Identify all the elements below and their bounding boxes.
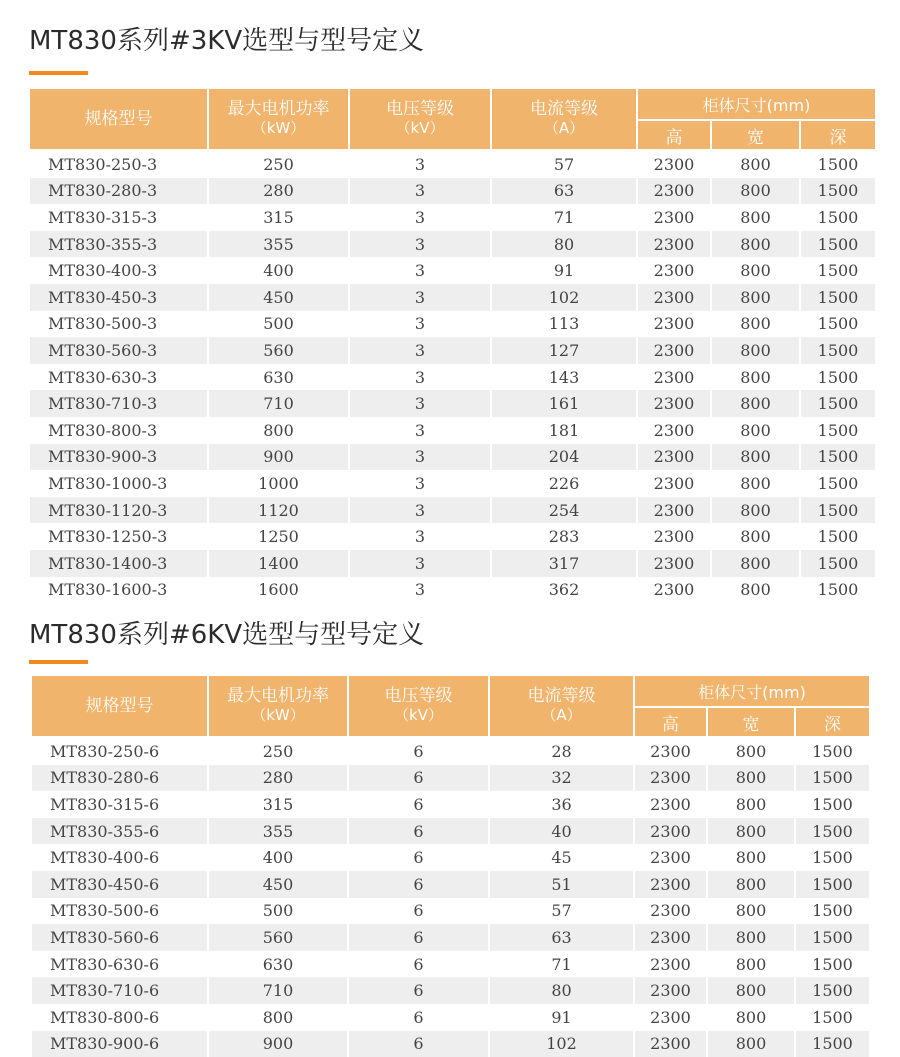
cell-height: 2300 xyxy=(637,444,711,471)
cell-width: 800 xyxy=(707,977,795,1004)
header-current-unit: （A） xyxy=(543,119,585,137)
cell-depth: 1500 xyxy=(795,765,869,792)
table-row xyxy=(32,871,869,898)
cell-model: MT830-280-3 xyxy=(30,178,208,205)
cell-depth: 1500 xyxy=(795,898,869,925)
header-current-unit: （A） xyxy=(541,706,582,724)
table-row xyxy=(32,1004,869,1031)
cell-model: MT830-710-3 xyxy=(30,390,208,417)
cell-current: 127 xyxy=(491,337,637,364)
cell-power: 630 xyxy=(208,951,348,978)
cell-height: 2300 xyxy=(634,1004,707,1031)
header-width: 宽 xyxy=(707,707,795,737)
cell-width: 800 xyxy=(711,497,800,524)
table-row xyxy=(30,550,875,577)
header-height: 高 xyxy=(634,707,707,737)
cell-voltage: 3 xyxy=(349,150,491,178)
cell-height: 2300 xyxy=(637,257,711,284)
header-current-label: 电流等级 xyxy=(530,99,598,119)
cell-current: 80 xyxy=(491,231,637,258)
section-title: MT830系列#3KV选型与型号定义 xyxy=(29,26,425,56)
cell-power: 315 xyxy=(208,791,348,818)
cell-depth: 1500 xyxy=(795,818,869,845)
cell-width: 800 xyxy=(707,791,795,818)
cell-depth: 1500 xyxy=(800,204,875,231)
cell-power: 355 xyxy=(208,818,348,845)
cell-width: 800 xyxy=(711,204,800,231)
cell-depth: 1500 xyxy=(800,523,875,550)
cell-power: 250 xyxy=(208,737,348,765)
table-row xyxy=(30,204,875,231)
header-width: 宽 xyxy=(711,120,800,150)
spec-table-3kv xyxy=(30,89,875,603)
cell-width: 800 xyxy=(711,417,800,444)
cell-power: 1600 xyxy=(208,577,349,604)
cell-height: 2300 xyxy=(637,523,711,550)
cell-current: 283 xyxy=(491,523,637,550)
title-accent-bar xyxy=(29,71,88,75)
cell-voltage: 6 xyxy=(348,871,489,898)
cell-voltage: 3 xyxy=(349,337,491,364)
cell-height: 2300 xyxy=(634,951,707,978)
cell-current: 71 xyxy=(489,951,634,978)
table-row xyxy=(32,844,869,871)
header-depth: 深 xyxy=(800,120,875,150)
cell-voltage: 6 xyxy=(348,737,489,765)
cell-current: 181 xyxy=(491,417,637,444)
cell-voltage: 3 xyxy=(349,284,491,311)
cell-current: 204 xyxy=(491,444,637,471)
cell-power: 500 xyxy=(208,311,349,338)
cell-power: 355 xyxy=(208,231,349,258)
cell-model: MT830-630-6 xyxy=(32,951,208,978)
cell-width: 800 xyxy=(711,337,800,364)
cell-voltage: 6 xyxy=(348,818,489,845)
cell-width: 800 xyxy=(711,577,800,604)
header-voltage-label: 电压等级 xyxy=(384,686,453,706)
cell-model: MT830-315-6 xyxy=(32,791,208,818)
cell-width: 800 xyxy=(711,550,800,577)
header-cabinet-size: 柜体尺寸(mm) xyxy=(637,89,875,120)
cell-voltage: 3 xyxy=(349,497,491,524)
cell-depth: 1500 xyxy=(795,924,869,951)
cell-voltage: 3 xyxy=(349,311,491,338)
header-model: 规格型号 xyxy=(32,676,208,737)
cell-model: MT830-315-3 xyxy=(30,204,208,231)
cell-model: MT830-250-3 xyxy=(30,150,208,178)
cell-width: 800 xyxy=(707,1031,795,1057)
cell-current: 57 xyxy=(489,898,634,925)
cell-power: 280 xyxy=(208,178,349,205)
header-power xyxy=(208,676,348,737)
cell-current: 45 xyxy=(489,844,634,871)
cell-model: MT830-800-6 xyxy=(32,1004,208,1031)
cell-height: 2300 xyxy=(637,204,711,231)
cell-current: 28 xyxy=(489,737,634,765)
cell-current: 36 xyxy=(489,791,634,818)
header-power xyxy=(208,89,349,150)
cell-model: MT830-500-6 xyxy=(32,898,208,925)
cell-power: 250 xyxy=(208,150,349,178)
cell-depth: 1500 xyxy=(800,577,875,604)
cell-depth: 1500 xyxy=(795,871,869,898)
cell-width: 800 xyxy=(707,898,795,925)
cell-model: MT830-800-3 xyxy=(30,417,208,444)
header-cabinet-size: 柜体尺寸(mm) xyxy=(634,676,869,707)
header-voltage xyxy=(348,676,489,737)
cell-power: 1120 xyxy=(208,497,349,524)
cell-model: MT830-500-3 xyxy=(30,311,208,338)
cell-height: 2300 xyxy=(637,497,711,524)
spec-table-6kv xyxy=(32,676,869,1057)
cell-model: MT830-900-6 xyxy=(32,1031,208,1057)
cell-depth: 1500 xyxy=(800,497,875,524)
cell-width: 800 xyxy=(711,523,800,550)
cell-depth: 1500 xyxy=(800,470,875,497)
table-row xyxy=(30,178,875,205)
cell-depth: 1500 xyxy=(800,337,875,364)
table-row xyxy=(30,577,875,604)
cell-height: 2300 xyxy=(634,818,707,845)
cell-height: 2300 xyxy=(637,577,711,604)
cell-voltage: 6 xyxy=(348,977,489,1004)
cell-width: 800 xyxy=(707,765,795,792)
cell-depth: 1500 xyxy=(795,844,869,871)
cell-power: 1400 xyxy=(208,550,349,577)
cell-voltage: 3 xyxy=(349,390,491,417)
cell-height: 2300 xyxy=(637,311,711,338)
cell-depth: 1500 xyxy=(795,951,869,978)
cell-depth: 1500 xyxy=(795,1031,869,1057)
table-row xyxy=(32,737,869,765)
header-current xyxy=(489,676,634,737)
cell-voltage: 3 xyxy=(349,204,491,231)
cell-current: 317 xyxy=(491,550,637,577)
cell-voltage: 3 xyxy=(349,470,491,497)
cell-height: 2300 xyxy=(637,390,711,417)
cell-current: 362 xyxy=(491,577,637,604)
cell-depth: 1500 xyxy=(800,417,875,444)
cell-width: 800 xyxy=(707,871,795,898)
header-height: 高 xyxy=(637,120,711,150)
cell-height: 2300 xyxy=(634,977,707,1004)
cell-power: 630 xyxy=(208,364,349,391)
cell-height: 2300 xyxy=(637,150,711,178)
cell-depth: 1500 xyxy=(800,178,875,205)
cell-power: 400 xyxy=(208,844,348,871)
cell-power: 1000 xyxy=(208,470,349,497)
cell-voltage: 6 xyxy=(348,898,489,925)
cell-width: 800 xyxy=(707,737,795,765)
cell-current: 80 xyxy=(489,977,634,1004)
cell-width: 800 xyxy=(707,951,795,978)
cell-depth: 1500 xyxy=(800,390,875,417)
table-row xyxy=(30,257,875,284)
table-row xyxy=(30,337,875,364)
cell-depth: 1500 xyxy=(795,1004,869,1031)
cell-width: 800 xyxy=(711,311,800,338)
cell-current: 113 xyxy=(491,311,637,338)
cell-current: 63 xyxy=(491,178,637,205)
cell-depth: 1500 xyxy=(800,444,875,471)
table-row xyxy=(30,231,875,258)
table-row xyxy=(30,390,875,417)
cell-model: MT830-355-6 xyxy=(32,818,208,845)
header-power-label: 最大电机功率 xyxy=(227,99,330,119)
cell-voltage: 6 xyxy=(348,1004,489,1031)
cell-depth: 1500 xyxy=(800,311,875,338)
header-power-unit: （kW） xyxy=(251,119,306,137)
cell-width: 800 xyxy=(711,444,800,471)
cell-current: 71 xyxy=(491,204,637,231)
table-body xyxy=(30,150,875,603)
cell-voltage: 6 xyxy=(348,924,489,951)
cell-width: 800 xyxy=(711,470,800,497)
cell-model: MT830-1000-3 xyxy=(30,470,208,497)
cell-power: 280 xyxy=(208,765,348,792)
cell-model: MT830-400-3 xyxy=(30,257,208,284)
cell-current: 102 xyxy=(489,1031,634,1057)
title-accent-bar xyxy=(29,660,88,664)
cell-power: 400 xyxy=(208,257,349,284)
cell-model: MT830-250-6 xyxy=(32,737,208,765)
cell-current: 143 xyxy=(491,364,637,391)
table-row xyxy=(30,497,875,524)
cell-model: MT830-710-6 xyxy=(32,977,208,1004)
cell-model: MT830-355-3 xyxy=(30,231,208,258)
cell-power: 1250 xyxy=(208,523,349,550)
cell-model: MT830-450-6 xyxy=(32,871,208,898)
cell-height: 2300 xyxy=(637,337,711,364)
cell-current: 91 xyxy=(491,257,637,284)
cell-power: 710 xyxy=(208,977,348,1004)
cell-width: 800 xyxy=(711,364,800,391)
cell-width: 800 xyxy=(711,150,800,178)
cell-height: 2300 xyxy=(634,737,707,765)
cell-current: 63 xyxy=(489,924,634,951)
table-row xyxy=(30,150,875,178)
cell-model: MT830-400-6 xyxy=(32,844,208,871)
cell-height: 2300 xyxy=(637,470,711,497)
table-row xyxy=(30,417,875,444)
cell-current: 57 xyxy=(491,150,637,178)
cell-current: 32 xyxy=(489,765,634,792)
cell-power: 315 xyxy=(208,204,349,231)
header-model: 规格型号 xyxy=(30,89,208,150)
cell-model: MT830-560-6 xyxy=(32,924,208,951)
table-row xyxy=(32,818,869,845)
cell-depth: 1500 xyxy=(795,791,869,818)
cell-width: 800 xyxy=(707,844,795,871)
cell-power: 560 xyxy=(208,924,348,951)
table-row xyxy=(32,977,869,1004)
header-power-label: 最大电机功率 xyxy=(227,686,329,706)
cell-depth: 1500 xyxy=(800,364,875,391)
cell-current: 161 xyxy=(491,390,637,417)
header-voltage xyxy=(349,89,491,150)
cell-power: 450 xyxy=(208,284,349,311)
cell-voltage: 6 xyxy=(348,951,489,978)
cell-width: 800 xyxy=(707,818,795,845)
cell-model: MT830-1250-3 xyxy=(30,523,208,550)
cell-voltage: 3 xyxy=(349,550,491,577)
cell-voltage: 3 xyxy=(349,523,491,550)
table-row xyxy=(32,765,869,792)
cell-height: 2300 xyxy=(637,550,711,577)
cell-height: 2300 xyxy=(634,765,707,792)
cell-voltage: 6 xyxy=(348,791,489,818)
cell-height: 2300 xyxy=(634,844,707,871)
cell-power: 800 xyxy=(208,417,349,444)
cell-model: MT830-1600-3 xyxy=(30,577,208,604)
cell-width: 800 xyxy=(711,257,800,284)
cell-width: 800 xyxy=(711,390,800,417)
table-row xyxy=(32,898,869,925)
cell-height: 2300 xyxy=(634,791,707,818)
table-row xyxy=(30,444,875,471)
cell-power: 450 xyxy=(208,871,348,898)
cell-depth: 1500 xyxy=(800,231,875,258)
cell-voltage: 3 xyxy=(349,257,491,284)
cell-height: 2300 xyxy=(634,1031,707,1057)
cell-model: MT830-450-3 xyxy=(30,284,208,311)
header-current-label: 电流等级 xyxy=(527,686,596,706)
cell-current: 102 xyxy=(491,284,637,311)
cell-height: 2300 xyxy=(634,871,707,898)
cell-current: 91 xyxy=(489,1004,634,1031)
section-title: MT830系列#6KV选型与型号定义 xyxy=(29,620,425,650)
cell-width: 800 xyxy=(711,231,800,258)
cell-height: 2300 xyxy=(637,231,711,258)
cell-voltage: 3 xyxy=(349,577,491,604)
cell-model: MT830-900-3 xyxy=(30,444,208,471)
cell-model: MT830-1120-3 xyxy=(30,497,208,524)
cell-height: 2300 xyxy=(637,178,711,205)
header-power-unit: （kW） xyxy=(251,706,305,724)
cell-width: 800 xyxy=(707,924,795,951)
cell-power: 710 xyxy=(208,390,349,417)
table-row xyxy=(30,364,875,391)
header-depth: 深 xyxy=(795,707,869,737)
cell-height: 2300 xyxy=(637,364,711,391)
cell-power: 500 xyxy=(208,898,348,925)
table-row xyxy=(30,284,875,311)
cell-width: 800 xyxy=(707,1004,795,1031)
cell-current: 40 xyxy=(489,818,634,845)
cell-height: 2300 xyxy=(637,284,711,311)
cell-voltage: 3 xyxy=(349,444,491,471)
cell-model: MT830-630-3 xyxy=(30,364,208,391)
cell-model: MT830-280-6 xyxy=(32,765,208,792)
cell-voltage: 3 xyxy=(349,178,491,205)
cell-model: MT830-560-3 xyxy=(30,337,208,364)
cell-depth: 1500 xyxy=(795,737,869,765)
header-voltage-unit: （kV） xyxy=(395,119,445,137)
cell-voltage: 3 xyxy=(349,364,491,391)
cell-depth: 1500 xyxy=(795,977,869,1004)
header-voltage-label: 电压等级 xyxy=(386,99,454,119)
header-current xyxy=(491,89,637,150)
table-row xyxy=(30,311,875,338)
cell-power: 560 xyxy=(208,337,349,364)
table-row xyxy=(30,470,875,497)
cell-current: 254 xyxy=(491,497,637,524)
table-body xyxy=(32,737,869,1057)
cell-voltage: 6 xyxy=(348,844,489,871)
cell-height: 2300 xyxy=(634,924,707,951)
cell-depth: 1500 xyxy=(800,257,875,284)
cell-depth: 1500 xyxy=(800,284,875,311)
cell-current: 226 xyxy=(491,470,637,497)
cell-depth: 1500 xyxy=(800,550,875,577)
cell-power: 900 xyxy=(208,1031,348,1057)
table-row xyxy=(32,791,869,818)
cell-voltage: 6 xyxy=(348,765,489,792)
cell-depth: 1500 xyxy=(800,150,875,178)
table-row xyxy=(32,951,869,978)
cell-height: 2300 xyxy=(637,417,711,444)
cell-voltage: 3 xyxy=(349,417,491,444)
cell-voltage: 6 xyxy=(348,1031,489,1057)
header-voltage-unit: （kV） xyxy=(394,706,443,724)
cell-power: 800 xyxy=(208,1004,348,1031)
cell-power: 900 xyxy=(208,444,349,471)
table-row xyxy=(30,523,875,550)
cell-width: 800 xyxy=(711,284,800,311)
cell-current: 51 xyxy=(489,871,634,898)
table-row xyxy=(32,924,869,951)
cell-width: 800 xyxy=(711,178,800,205)
cell-height: 2300 xyxy=(634,898,707,925)
cell-model: MT830-1400-3 xyxy=(30,550,208,577)
cell-voltage: 3 xyxy=(349,231,491,258)
